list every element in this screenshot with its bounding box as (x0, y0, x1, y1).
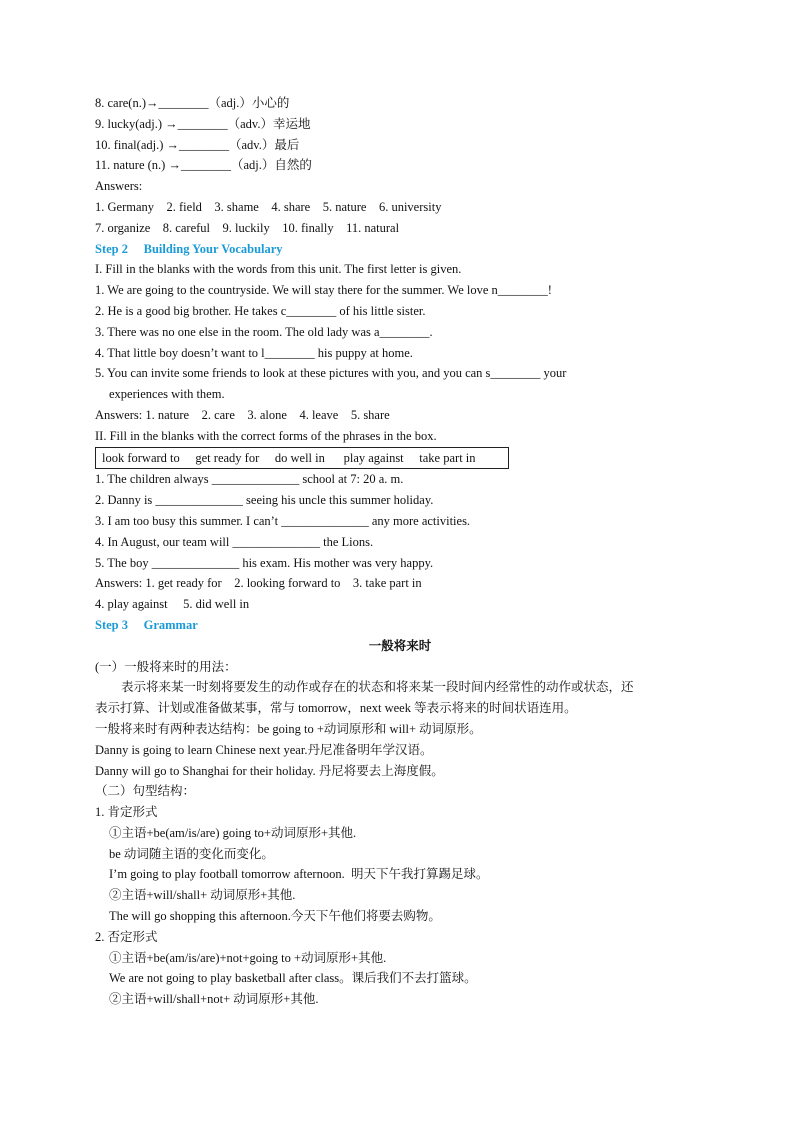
grammar-rule: ①主语+be(am/is/are)+not+going to +动词原形+其他. (109, 950, 387, 965)
document-page (95, 93, 705, 1010)
exercise-instruction: II. Fill in the blanks with the correct forms of the phrases in the box. (95, 428, 437, 443)
grammar-section-title: （二）句型结构： (95, 784, 196, 799)
exercise-item: 3. I am too busy this summer. I can’t ______________ any more activities. (95, 513, 471, 528)
grammar-rule: ②主语+will/shall+ 动词原形+其他. (109, 888, 296, 903)
grammar-rule: ②主语+will/shall+not+ 动词原形+其他. (109, 992, 319, 1007)
grammar-subtitle: 1. 肯定形式 (95, 805, 158, 820)
step2-heading: Step 2 Building Your Vocabulary (95, 241, 283, 256)
example-sentence: The will go shopping this afternoon.今天下午他们将要去购物。 (109, 909, 441, 924)
grammar-heading: 一般将来时 (368, 638, 432, 653)
grammar-text: 表示打算、计划或准备做某事，常与 tomorrow，next week 等表示将来的时间状语连用。 (95, 701, 577, 716)
grammar-subtitle: 2. 否定形式 (95, 929, 158, 944)
exercise-instruction: I. Fill in the blanks with the words from this unit. The first letter is given. (95, 262, 462, 277)
exercise-item: 2. Danny is ______________ seeing his uncle this summer holiday. (95, 493, 434, 508)
exercise-item: 5. The boy ______________ his exam. His mother was very happy. (95, 555, 434, 570)
grammar-text: 一般将来时有两种表达结构：be going to +动词原形和 will+ 动词原形。 (95, 721, 482, 736)
exercise-item-cont: experiences with them. (109, 387, 225, 402)
answers-label: Answers: (95, 179, 143, 194)
grammar-text: 表示将来某一时刻将要发生的动作或存在的状态和将来某一段时间内经常性的动作或状态，还 (121, 680, 634, 695)
example-sentence: Danny will go to Shanghai for their holiday. 丹尼将要去上海度假。 (95, 763, 444, 778)
text-line: 9. lucky(adj.) →________（adv.）幸运地 (95, 116, 311, 131)
exercise-item: 4. In August, our team will ______________ the Lions. (95, 534, 374, 549)
grammar-rule: ①主语+be(am/is/are) going to+动词原形+其他. (109, 825, 357, 840)
text-line: 8. care(n.)→________（adj.）小心的 (95, 96, 290, 110)
exercise-item: 2. He is a good big brother. He takes c________ of his little sister. (95, 303, 426, 318)
answers-line: 7. organize 8. careful 9. luckily 10. finally 11. natural (95, 220, 400, 235)
text-line: 11. nature (n.) →________（adj.）自然的 (95, 158, 312, 173)
grammar-text: be 动词随主语的变化而变化。 (109, 846, 274, 861)
text-line: 10. final(adj.) →________（adv.）最后 (95, 137, 300, 152)
answers-line: 4. play against 5. did well in (95, 597, 250, 612)
answers-line: Answers: 1. get ready for 2. looking forward to 3. take part in (95, 576, 422, 591)
step3-heading: Step 3 Grammar (95, 617, 198, 632)
answers-line: Answers: 1. nature 2. care 3. alone 4. leave 5. share (95, 407, 390, 422)
exercise-item: 3. There was no one else in the room. The old lady was a________. (95, 324, 433, 339)
phrase-box: look forward to get ready for do well in play against take part in (95, 447, 509, 469)
example-sentence: I’m going to play football tomorrow afternoon. 明天下午我打算踢足球。 (109, 867, 489, 882)
exercise-item: 1. The children always ______________ school at 7: 20 a. m. (95, 472, 404, 487)
example-sentence: We are not going to play basketball after class。课后我们不去打篮球。 (109, 971, 477, 986)
grammar-section-title: (一）一般将来时的用法： (95, 659, 237, 674)
example-sentence: Danny is going to learn Chinese next year.丹尼准备明年学汉语。 (95, 742, 433, 757)
exercise-item: 4. That little boy doesn’t want to l________ his puppy at home. (95, 345, 413, 360)
exercise-item: 5. You can invite some friends to look at these pictures with you, and you can s________ your (95, 366, 567, 381)
answers-line: 1. Germany 2. field 3. shame 4. share 5. nature 6. university (95, 199, 442, 214)
phrase-box-row (95, 447, 705, 470)
exercise-item: 1. We are going to the countryside. We will stay there for the summer. We love n________! (95, 283, 552, 298)
